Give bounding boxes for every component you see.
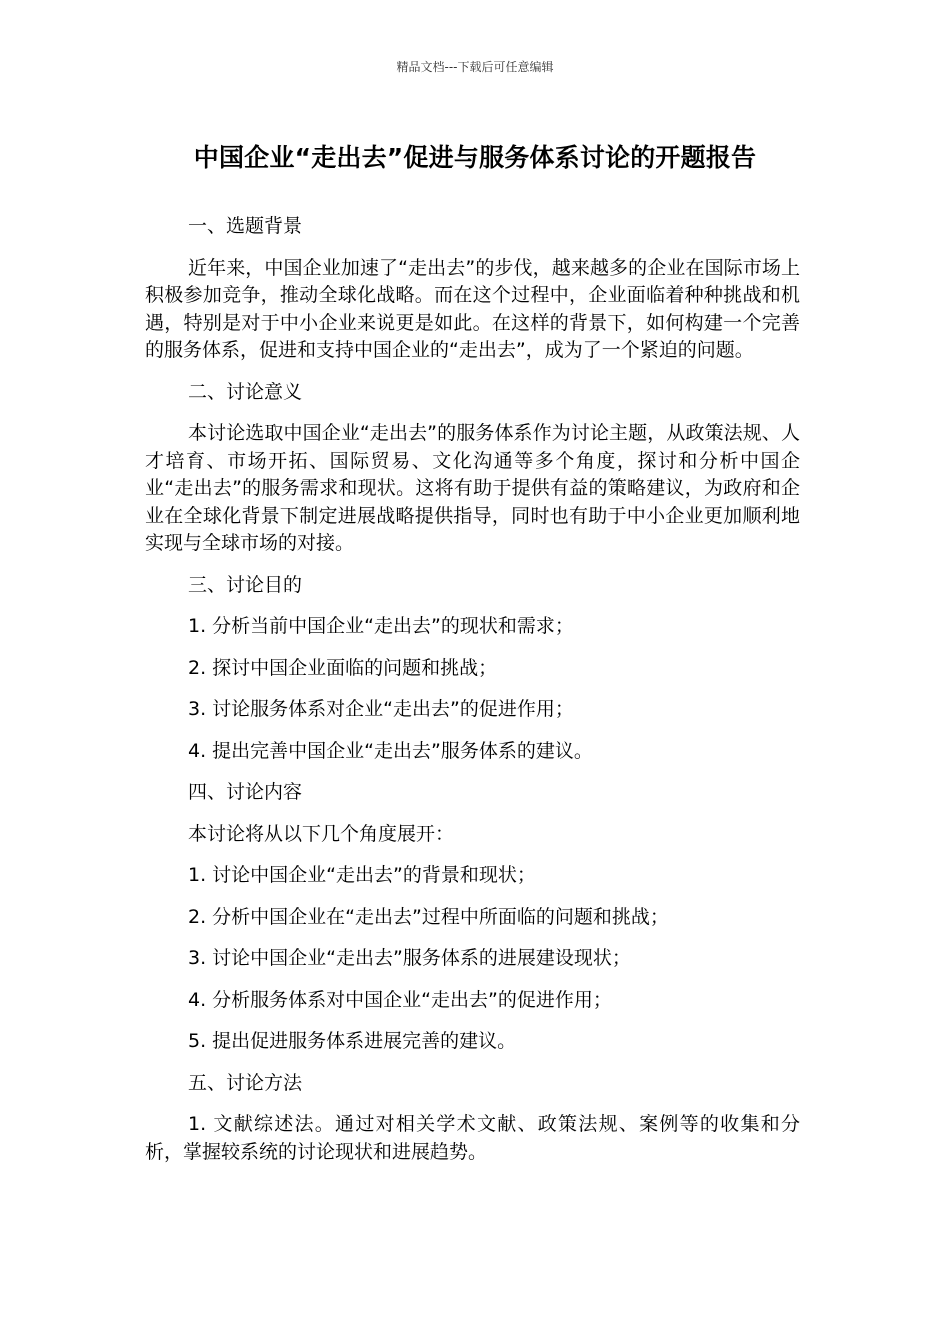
content-item: 2. 分析中国企业在“走出去”过程中所面临的问题和挑战； [188, 905, 669, 928]
content-item: 4. 分析服务体系对中国企业“走出去”的促进作用； [188, 988, 612, 1011]
content-item: 5. 提出促进服务体系进展完善的建议。 [188, 1030, 517, 1052]
objective-item: 1. 分析当前中国企业“走出去”的现状和需求； [188, 615, 574, 637]
objective-item: 3. 讨论服务体系对企业“走出去”的促进作用； [188, 698, 574, 720]
paragraph-background: 近年来，中国企业加速了“走出去”的步伐，越来越多的企业在国际市场上积极参加竞争，推动全球化战略。而在这个过程中，企业面临着种种挑战和机遇，特别是对于中小企业来说更是如此。在这样的背景下，如何构建一个完善的服务体系，促进和支持中国企业的“走出去”，成为了一个紧迫的问题。 [145, 256, 800, 361]
objective-item: 2. 探讨中国企业面临的问题和挑战； [188, 656, 498, 679]
section-heading-background: 一、选题背景 [188, 215, 303, 237]
objective-item: 4. 提出完善中国企业“走出去”服务体系的建议。 [188, 739, 593, 762]
section-heading-content: 四、讨论内容 [188, 781, 303, 803]
method-item: 1. 文献综述法。通过对相关学术文献、政策法规、案例等的收集和分析，掌握较系统的讨论现状和进展趋势。 [145, 1113, 800, 1163]
page-header: 精品文档---下载后可任意编辑 [396, 60, 554, 74]
section-heading-methods: 五、讨论方法 [188, 1071, 303, 1094]
document-title: 中国企业“走出去”促进与服务体系讨论的开题报告 [193, 143, 757, 172]
content-item: 1. 讨论中国企业“走出去”的背景和现状； [188, 864, 536, 886]
document-body [145, 213, 800, 1180]
content-intro: 本讨论将从以下几个角度展开： [188, 822, 455, 845]
paragraph-significance: 本讨论选取中国企业“走出去”的服务体系作为讨论主题，从政策法规、人才培育、市场开拓、国际贸易、文化沟通等多个角度，探讨和分析中国企业“走出去”的服务需求和现状。这将有助于提供有益的策略建议，为政府和企业在全球化背景下制定进展战略提供指导，同时也有助于中小企业更加顺利地实现与全球市场的对接。 [145, 422, 800, 554]
section-heading-significance: 二、讨论意义 [188, 380, 303, 403]
content-item: 3. 讨论中国企业“走出去”服务体系的进展建设现状； [188, 947, 631, 969]
section-heading-objectives: 三、讨论目的 [188, 573, 303, 596]
